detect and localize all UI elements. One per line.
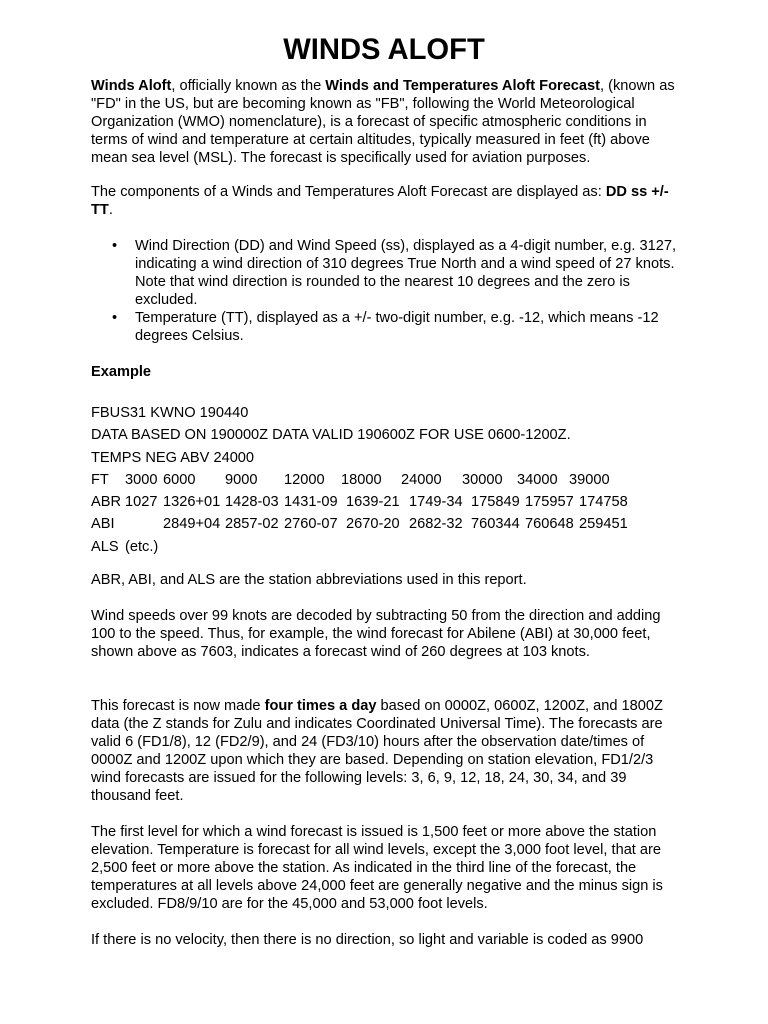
stations-paragraph: ABR, ABI, and ALS are the station abbreviations used in this report. <box>91 572 527 588</box>
list-item: • Wind Direction (DD) and Wind Speed (ss), displayed as a 4-digit number, e.g. 3127, indicating a wind direction of 310 degrees True North and a wind speed of 27 knots. Note that wind direction is rounded to the nearest 10 degrees and the zero is excluded. <box>112 238 677 308</box>
table-cell: 12000 <box>284 471 325 488</box>
components-paragraph: The components of a Winds and Temperatures Aloft Forecast are displayed as: DD ss +/- TT. <box>91 184 669 218</box>
table-cell: 2857-02 <box>225 516 279 533</box>
table-cell: 1428-03 <box>225 494 279 511</box>
example-row-abr <box>91 491 731 513</box>
levels-paragraph: The first level for which a wind forecast is issued is 1,500 feet or more above the station elevation. Temperature is forecast for all wind levels, except the 3,000 foot level, that are 2,500 feet or more above the station. As indicated in the third line of the forecast, the temperatures at all levels above 24,000 feet are generally negative and the minus sign is excluded. FD8/9/10 are for the 45,000 and 53,000 foot levels. <box>91 824 663 912</box>
table-cell: ABR <box>91 494 122 511</box>
table-cell: 18000 <box>341 471 382 488</box>
table-cell: 760344 <box>471 516 520 533</box>
speeds-paragraph: Wind speeds over 99 knots are decoded by subtracting 50 from the direction and adding 100 to the speed. Thus, for example, the wind forecast for Abilene (ABI) at 30,000 feet, shown above as 7603, indicates a forecast wind of 260 degrees at 103 knots. <box>91 608 661 660</box>
table-cell: 259451 <box>579 516 628 533</box>
table-cell: ABI <box>91 516 115 533</box>
bullet-icon: • <box>112 238 118 254</box>
components-list <box>91 237 681 345</box>
term-winds-aloft: Winds Aloft <box>91 78 172 94</box>
table-cell: 1431-09 <box>284 494 338 511</box>
table-cell: 34000 <box>517 471 558 488</box>
table-cell: 24000 <box>401 471 442 488</box>
table-cell: 3000 <box>125 471 158 488</box>
format-code: DD ss +/- TT <box>91 184 669 218</box>
table-cell: 175849 <box>471 494 520 511</box>
example-row-ft <box>91 469 731 491</box>
table-cell: 2849+04 <box>163 516 221 533</box>
term-forecast-name: Winds and Temperatures Aloft Forecast <box>325 78 601 94</box>
example-forecast <box>91 402 731 558</box>
table-cell: 1326+01 <box>163 494 221 511</box>
times-paragraph: This forecast is now made four times a day based on 0000Z, 0600Z, 1200Z, and 1800Z data (the Z stands for Zulu and indicates Coordinated Universal Time). The forecasts are valid 6 (FD1/8), 12 (FD2/9), and 24 (FD3/10) hours after the observation date/times of 0000Z and 1200Z upon which they are based. Depending on station elevation, FD1/2/3 wind forecasts are issued for the following levels: 3, 6, 9, 12, 18, 24, 30, 34, and 39 thousand feet. <box>91 698 663 804</box>
document-title: WINDS ALOFT <box>283 34 485 66</box>
example-line-temps: TEMPS NEG ABV 24000 <box>91 449 255 466</box>
table-cell: 30000 <box>462 471 503 488</box>
example-line-data: DATA BASED ON 190000Z DATA VALID 190600Z FOR USE 0600-1200Z. <box>91 427 571 444</box>
example-heading: Example <box>91 364 152 380</box>
table-cell: 760648 <box>525 516 574 533</box>
table-cell: 2760-07 <box>284 516 338 533</box>
bullet-icon: • <box>112 310 118 326</box>
table-cell: 2682-32 <box>409 516 463 533</box>
velocity-paragraph: If there is no velocity, then there is no direction, so light and variable is coded as 9900 <box>91 932 644 948</box>
emphasis-four-times: four times a day <box>264 698 377 714</box>
table-cell: 1027 <box>125 494 158 511</box>
table-cell: 39000 <box>569 471 610 488</box>
table-cell: (etc.) <box>125 538 159 555</box>
table-cell: FT <box>91 471 109 488</box>
table-cell: 6000 <box>163 471 196 488</box>
table-cell: 1749-34 <box>409 494 463 511</box>
table-cell: 2670-20 <box>346 516 400 533</box>
table-cell: 175957 <box>525 494 574 511</box>
example-row-abi <box>91 513 731 535</box>
table-cell: 9000 <box>225 471 258 488</box>
table-cell: 174758 <box>579 494 628 511</box>
example-row-als <box>91 536 731 558</box>
intro-paragraph: Winds Aloft, officially known as the Winds and Temperatures Aloft Forecast, (known as "FD" in the US, but are becoming known as "FB", following the World Meteorological Organization (WMO) nomenclature), is a forecast of specific atmospheric conditions in terms of wind and temperature at certain altitudes, typically measured in feet (ft) above mean sea level (MSL). The forecast is specifically used for aviation purposes. <box>91 78 675 166</box>
list-item: • Temperature (TT), displayed as a +/- two-digit number, e.g. -12, which means -12 degrees Celsius. <box>112 310 659 344</box>
table-cell: 1639-21 <box>346 494 400 511</box>
table-cell: ALS <box>91 538 119 555</box>
example-line-header: FBUS31 KWNO 190440 <box>91 405 249 421</box>
